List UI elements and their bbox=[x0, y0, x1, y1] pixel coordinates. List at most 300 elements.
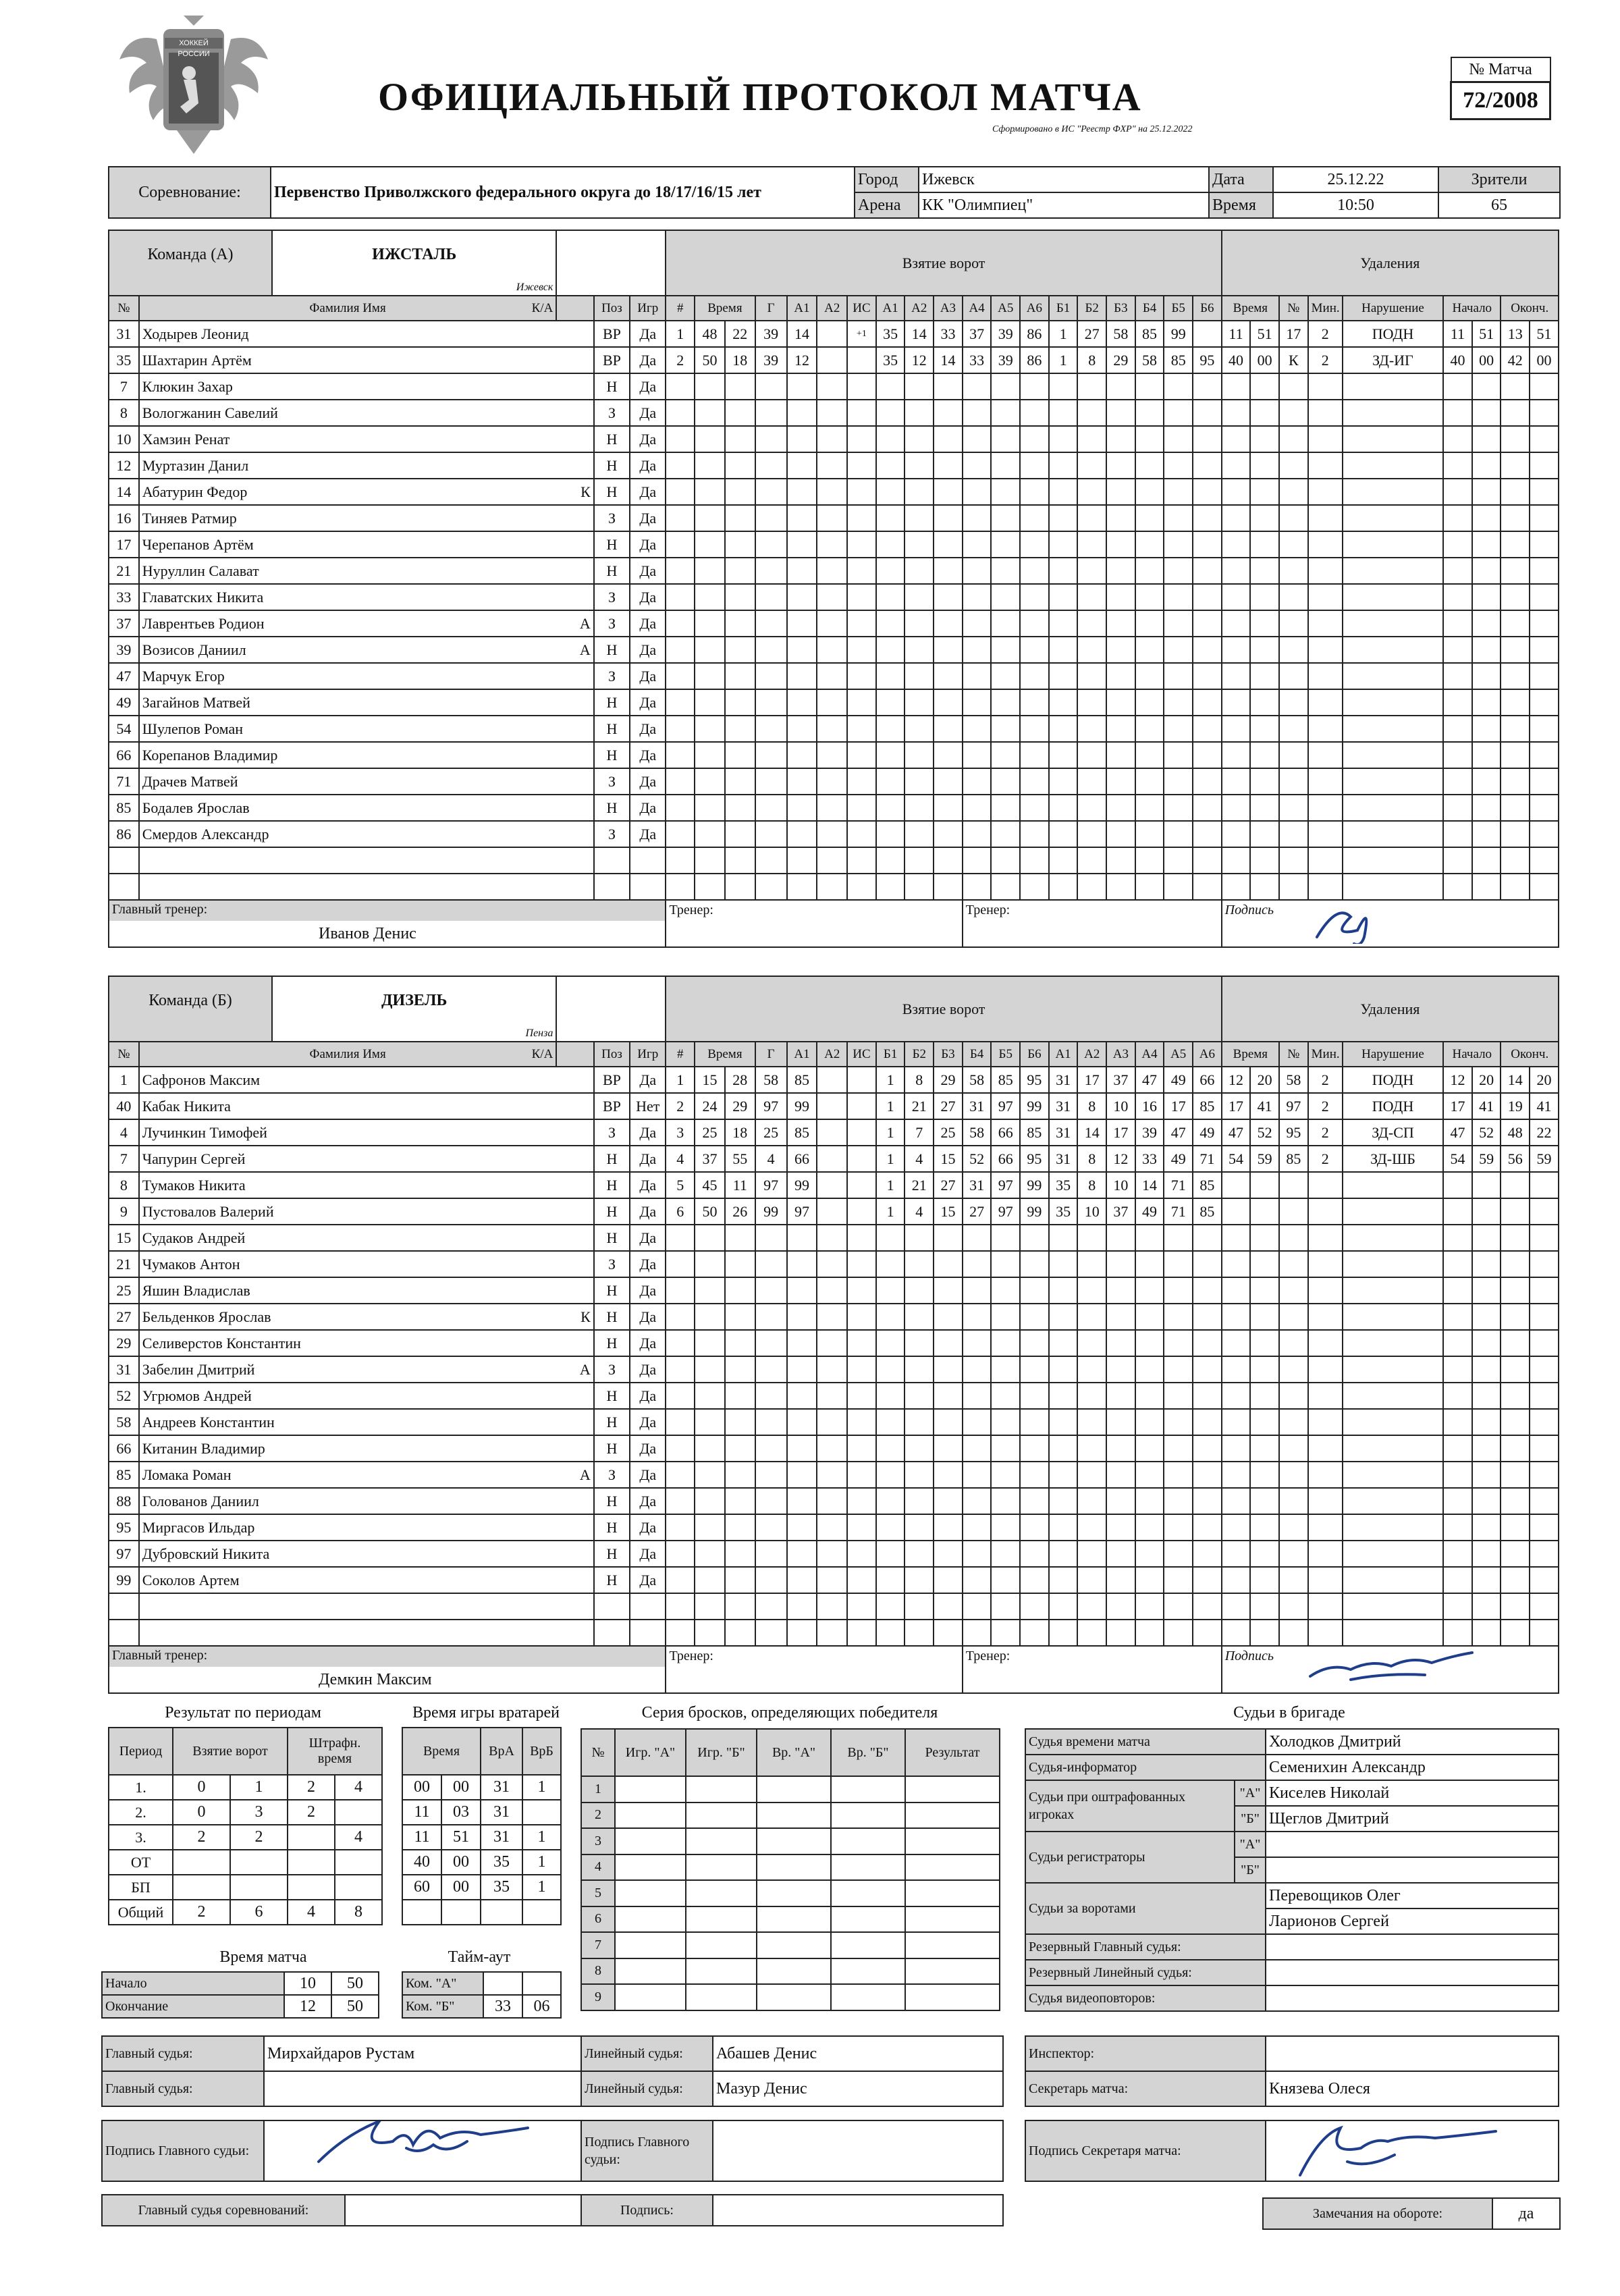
player-position: Н bbox=[594, 452, 630, 479]
team_a-pcol-min: Мин. bbox=[1308, 296, 1343, 321]
goal-on-ice bbox=[905, 1225, 934, 1251]
player-played: Да bbox=[630, 1225, 666, 1251]
goal-opp-on-ice bbox=[1049, 1541, 1078, 1567]
team_b-label: Команда (Б) bbox=[148, 992, 232, 1009]
competition-ref-row bbox=[101, 2194, 1004, 2226]
goal-on-ice bbox=[876, 795, 905, 821]
goal-second: 18 bbox=[725, 1119, 755, 1146]
goal-opp-on-ice: 71 bbox=[1164, 1198, 1193, 1225]
secretary-signature-label: Подпись Секретаря матча: bbox=[1025, 2120, 1266, 2181]
goal-second bbox=[725, 716, 755, 742]
goal-situation bbox=[847, 689, 876, 716]
goal-on-ice bbox=[1020, 1462, 1049, 1488]
penalty-foul bbox=[1343, 1488, 1443, 1514]
table-row bbox=[109, 531, 1559, 558]
penalty-end-sec: 20 bbox=[1530, 1067, 1559, 1093]
goal-on-ice bbox=[1020, 1409, 1049, 1435]
goal-opp-on-ice bbox=[1135, 1383, 1164, 1409]
shootout-col: Вр. "Б" bbox=[831, 1729, 905, 1776]
goal-opp-on-ice: 47 bbox=[1164, 1119, 1193, 1146]
goal-opp-on-ice bbox=[1164, 663, 1193, 689]
goal-number bbox=[666, 479, 695, 505]
goal-on-ice: 97 bbox=[991, 1198, 1020, 1225]
player-position: Н bbox=[594, 716, 630, 742]
goal-on-ice bbox=[963, 1488, 992, 1514]
goal-opp-on-ice bbox=[1106, 637, 1135, 663]
remarks-label: Замечания на обороте: bbox=[1263, 2198, 1492, 2229]
goal-opp-on-ice bbox=[1193, 716, 1222, 742]
goal-opp-on-ice bbox=[1106, 400, 1135, 426]
goal-minute bbox=[695, 610, 725, 637]
penalty-start-sec bbox=[1472, 637, 1501, 663]
penalty-minute bbox=[1222, 1541, 1251, 1567]
penalty-end-min bbox=[1501, 1251, 1530, 1277]
penalty-second bbox=[1250, 1356, 1279, 1383]
player-name: Голованов Даниил bbox=[139, 1488, 557, 1514]
penalty-start-min bbox=[1443, 663, 1472, 689]
penalty-foul bbox=[1343, 663, 1443, 689]
penalty-duration bbox=[1308, 689, 1343, 716]
period-goals-a: 0 bbox=[173, 1800, 230, 1825]
penalty-end-min bbox=[1501, 821, 1530, 847]
team_b-coach-label-2: Тренер: bbox=[965, 1649, 1010, 1663]
player-name: Смердов Александр bbox=[139, 821, 557, 847]
penalty-judge-a: Киселев Николай bbox=[1266, 1780, 1559, 1806]
team_b-signature-label: Подпись bbox=[1224, 1649, 1274, 1663]
goal-assist-1 bbox=[787, 1356, 817, 1383]
table-row bbox=[109, 1067, 1559, 1093]
goal-second bbox=[725, 637, 755, 663]
penalty-player bbox=[1279, 505, 1308, 531]
reserve-line-label: Резервный Линейный судья: bbox=[1025, 1960, 1266, 1985]
match-number: 72/2008 bbox=[1451, 82, 1550, 119]
shootout-row-number: 9 bbox=[581, 1984, 615, 2010]
shootout-row bbox=[581, 1880, 1000, 1906]
goal-on-ice bbox=[934, 1383, 963, 1409]
player-name: Муртазин Данил bbox=[139, 452, 557, 479]
reserve-main-name bbox=[1266, 1934, 1559, 1960]
player-number: 39 bbox=[109, 637, 139, 663]
period-name: 2. bbox=[109, 1800, 173, 1825]
goal-opp-on-ice: 58 bbox=[1135, 347, 1164, 373]
penalty-duration bbox=[1308, 1462, 1343, 1488]
penalty-second bbox=[1250, 1593, 1279, 1620]
player-number: 85 bbox=[109, 1462, 139, 1488]
player-played: Да bbox=[630, 479, 666, 505]
goalie-a: 35 bbox=[481, 1875, 522, 1900]
goal-assist-1 bbox=[787, 637, 817, 663]
penalty-start-sec bbox=[1472, 1435, 1501, 1462]
penalty-start-sec bbox=[1472, 1172, 1501, 1198]
player-played: Да bbox=[630, 663, 666, 689]
goal-on-ice bbox=[876, 505, 905, 531]
goal-on-ice bbox=[1020, 689, 1049, 716]
timeout-a-minute bbox=[483, 1972, 522, 1995]
penalty-duration bbox=[1308, 1514, 1343, 1541]
team_b-pcol-time: Время bbox=[1222, 1042, 1279, 1067]
goal-second: 28 bbox=[725, 1067, 755, 1093]
penalty-end-min bbox=[1501, 1198, 1530, 1225]
goal-opp-on-ice bbox=[1164, 1593, 1193, 1620]
goal-opp-on-ice: 35 bbox=[1049, 1198, 1078, 1225]
goal-number bbox=[666, 663, 695, 689]
goal-opp-on-ice bbox=[1164, 505, 1193, 531]
goal-opp-on-ice bbox=[1135, 1251, 1164, 1277]
goal-opp-on-ice: 99 bbox=[1164, 321, 1193, 347]
goal-opp-on-ice bbox=[1106, 426, 1135, 452]
team_a-pcol-foul: Нарушение bbox=[1343, 296, 1443, 321]
penalty-minute bbox=[1222, 821, 1251, 847]
goal-on-ice bbox=[905, 1409, 934, 1435]
penalty-start-min bbox=[1443, 400, 1472, 426]
penalty-end-sec bbox=[1530, 1514, 1559, 1541]
penalty-foul bbox=[1343, 742, 1443, 768]
player-number: 71 bbox=[109, 768, 139, 795]
goal-minute bbox=[695, 1277, 725, 1304]
penalty-player bbox=[1279, 689, 1308, 716]
team_a-oppice-col: Б4 bbox=[1135, 296, 1164, 321]
player-number: 10 bbox=[109, 426, 139, 452]
penalty-end-sec bbox=[1530, 689, 1559, 716]
goal-assist-1 bbox=[787, 1488, 817, 1514]
goal-opp-on-ice bbox=[1164, 1435, 1193, 1462]
team_a-oppice-col: Б5 bbox=[1164, 296, 1193, 321]
goal-opp-on-ice bbox=[1135, 610, 1164, 637]
penalty-duration: 2 bbox=[1308, 1067, 1343, 1093]
team_a-goals-header: Взятие ворот bbox=[666, 230, 1221, 296]
penalty-foul bbox=[1343, 479, 1443, 505]
goal-on-ice bbox=[934, 505, 963, 531]
goal-on-ice bbox=[934, 874, 963, 900]
goal-opp-on-ice bbox=[1164, 1251, 1193, 1277]
goal-on-ice bbox=[934, 1356, 963, 1383]
goal-number bbox=[666, 1620, 695, 1646]
goal-on-ice bbox=[991, 505, 1020, 531]
goalie-second: 00 bbox=[441, 1875, 481, 1900]
goal-on-ice bbox=[1020, 1435, 1049, 1462]
period-goals-b bbox=[230, 1875, 288, 1900]
main-ref-label-2: Главный судья: bbox=[102, 2071, 264, 2106]
goal-number: 1 bbox=[666, 321, 695, 347]
goal-on-ice: 86 bbox=[1020, 347, 1049, 373]
goal-assist-1: 97 bbox=[787, 1198, 817, 1225]
goal-assist-1 bbox=[787, 1330, 817, 1356]
penalty-second bbox=[1250, 1383, 1279, 1409]
match-end-minute: 50 bbox=[331, 1995, 379, 2018]
team_b-oppice-col: А2 bbox=[1077, 1042, 1106, 1067]
goal-opp-on-ice bbox=[1106, 874, 1135, 900]
player-position: Н bbox=[594, 1225, 630, 1251]
goal-minute bbox=[695, 742, 725, 768]
player-ka bbox=[556, 1251, 593, 1277]
goal-on-ice bbox=[934, 847, 963, 874]
team_a-gcol-g: Г bbox=[755, 296, 787, 321]
competition-ref-label: Главный судья соревнований: bbox=[102, 2195, 345, 2226]
shootout-row-number: 4 bbox=[581, 1854, 615, 1881]
penalty-minute bbox=[1222, 1383, 1251, 1409]
secretary-name: Князева Олеся bbox=[1266, 2071, 1559, 2106]
goal-scorer bbox=[755, 531, 787, 558]
penalty-duration bbox=[1308, 1330, 1343, 1356]
penalty-foul bbox=[1343, 1304, 1443, 1330]
goal-on-ice: 27 bbox=[963, 1198, 992, 1225]
competition-ref-sign-label: Подпись: bbox=[581, 2195, 713, 2226]
table-row bbox=[109, 847, 1559, 874]
goal-on-ice bbox=[1020, 1251, 1049, 1277]
player-ka bbox=[556, 1172, 593, 1198]
goal-assist-2 bbox=[817, 1225, 847, 1251]
penalty-minute: 11 bbox=[1222, 321, 1251, 347]
goalie-row bbox=[402, 1900, 561, 1925]
goal-opp-on-ice bbox=[1049, 847, 1078, 874]
goal-opp-on-ice bbox=[1049, 1462, 1078, 1488]
period-goals-b: 3 bbox=[230, 1800, 288, 1825]
goal-number bbox=[666, 689, 695, 716]
penalty-player bbox=[1279, 1514, 1308, 1541]
goal-opp-on-ice bbox=[1193, 768, 1222, 795]
goal-assist-2 bbox=[817, 742, 847, 768]
table-row bbox=[109, 584, 1559, 610]
goal-assist-2 bbox=[817, 584, 847, 610]
goal-opp-on-ice bbox=[1106, 1435, 1135, 1462]
info-table bbox=[108, 166, 1561, 219]
penalty-second bbox=[1250, 716, 1279, 742]
goal-number bbox=[666, 1567, 695, 1593]
team_b-penalties-header: Удаления bbox=[1222, 976, 1559, 1042]
penalty-duration bbox=[1308, 1567, 1343, 1593]
logo bbox=[116, 12, 271, 157]
player-position: Н bbox=[594, 558, 630, 584]
goal-minute bbox=[695, 1330, 725, 1356]
player-played: Да bbox=[630, 1198, 666, 1225]
goal-opp-on-ice bbox=[1164, 452, 1193, 479]
penalty-start-sec bbox=[1472, 1251, 1501, 1277]
goalie-second: 03 bbox=[441, 1800, 481, 1825]
team_b-pcol-foul: Нарушение bbox=[1343, 1042, 1443, 1067]
player-played: Да bbox=[630, 610, 666, 637]
table-row bbox=[109, 1462, 1559, 1488]
goalie-b: 1 bbox=[522, 1850, 561, 1875]
goal-number bbox=[666, 505, 695, 531]
penalty-second bbox=[1250, 505, 1279, 531]
team_b-pcol-start: Начало bbox=[1443, 1042, 1501, 1067]
goal-scorer bbox=[755, 1330, 787, 1356]
penalty-duration: 2 bbox=[1308, 347, 1343, 373]
player-number: 47 bbox=[109, 663, 139, 689]
goalies-col-b: ВрБ bbox=[522, 1728, 561, 1775]
period-row bbox=[109, 1900, 382, 1925]
goal-opp-on-ice bbox=[1106, 847, 1135, 874]
player-name: Дубровский Никита bbox=[139, 1541, 557, 1567]
player-number: 21 bbox=[109, 558, 139, 584]
goal-opp-on-ice bbox=[1049, 1593, 1078, 1620]
penalty-start-sec bbox=[1472, 1304, 1501, 1330]
penalty-minute bbox=[1222, 1462, 1251, 1488]
penalty-end-sec bbox=[1530, 400, 1559, 426]
goal-on-ice bbox=[991, 716, 1020, 742]
goal-opp-on-ice bbox=[1077, 1514, 1106, 1541]
penalty-second: 51 bbox=[1250, 321, 1279, 347]
team_a-col-name-label: Фамилия Имя bbox=[309, 300, 386, 315]
goal-on-ice bbox=[991, 1409, 1020, 1435]
goal-opp-on-ice: 37 bbox=[1106, 1067, 1135, 1093]
team_b-gcol-n: # bbox=[666, 1042, 695, 1067]
goal-opp-on-ice bbox=[1193, 1330, 1222, 1356]
penalty-end-min bbox=[1501, 558, 1530, 584]
goal-on-ice: 4 bbox=[905, 1198, 934, 1225]
goal-situation bbox=[847, 742, 876, 768]
team_a-gcol-n: # bbox=[666, 296, 695, 321]
timeout-b-label: Ком. "Б" bbox=[402, 1995, 483, 2018]
goal-on-ice bbox=[934, 637, 963, 663]
goal-on-ice: 58 bbox=[963, 1119, 992, 1146]
player-name: Миргасов Ильдар bbox=[139, 1514, 557, 1541]
penalty-end-sec bbox=[1530, 426, 1559, 452]
city-label: Город bbox=[855, 167, 919, 192]
goal-opp-on-ice bbox=[1135, 531, 1164, 558]
penalty-duration bbox=[1308, 479, 1343, 505]
shootout-row bbox=[581, 1803, 1000, 1829]
player-played: Да bbox=[630, 558, 666, 584]
goal-on-ice bbox=[963, 1277, 992, 1304]
goal-on-ice bbox=[963, 505, 992, 531]
goal-on-ice bbox=[876, 1488, 905, 1514]
table-row bbox=[109, 795, 1559, 821]
goal-assist-1 bbox=[787, 1304, 817, 1330]
goal-opp-on-ice bbox=[1077, 1462, 1106, 1488]
goal-on-ice: 31 bbox=[963, 1093, 992, 1119]
goal-number bbox=[666, 531, 695, 558]
penalty-end-sec: 59 bbox=[1530, 1146, 1559, 1172]
penalty-start-sec bbox=[1472, 531, 1501, 558]
goal-on-ice bbox=[1020, 1567, 1049, 1593]
goal-on-ice bbox=[905, 400, 934, 426]
goal-on-ice bbox=[934, 663, 963, 689]
goalies-col-a: ВрА bbox=[481, 1728, 522, 1775]
goal-situation bbox=[847, 637, 876, 663]
goal-opp-on-ice bbox=[1049, 874, 1078, 900]
penalty-end-sec bbox=[1530, 716, 1559, 742]
goal-minute bbox=[695, 1462, 725, 1488]
penalty-start-sec bbox=[1472, 689, 1501, 716]
goalie-minute bbox=[402, 1900, 441, 1925]
goal-assist-2 bbox=[817, 1462, 847, 1488]
penalty-player bbox=[1279, 1251, 1308, 1277]
penalty-second bbox=[1250, 1567, 1279, 1593]
goal-opp-on-ice bbox=[1164, 373, 1193, 400]
penalty-start-min bbox=[1443, 1593, 1472, 1620]
goal-assist-2 bbox=[817, 795, 847, 821]
player-ka bbox=[556, 1225, 593, 1251]
player-played: Да bbox=[630, 584, 666, 610]
goal-on-ice: 52 bbox=[963, 1146, 992, 1172]
penalty-start-sec bbox=[1472, 1620, 1501, 1646]
player-name: Вологжанин Савелий bbox=[139, 400, 557, 426]
goal-assist-2 bbox=[817, 874, 847, 900]
penalty-start-min bbox=[1443, 1198, 1472, 1225]
penalty-end-sec bbox=[1530, 1277, 1559, 1304]
team_b-table bbox=[108, 976, 1559, 1694]
generated-note: Сформировано в ИС "Реестр ФХР" на 25.12.2022 bbox=[992, 124, 1193, 134]
penalty-minute bbox=[1222, 1198, 1251, 1225]
goalie-a bbox=[481, 1900, 522, 1925]
penalty-player bbox=[1279, 716, 1308, 742]
goal-second bbox=[725, 874, 755, 900]
goal-opp-on-ice bbox=[1077, 400, 1106, 426]
goal-on-ice bbox=[963, 847, 992, 874]
goal-on-ice bbox=[991, 452, 1020, 479]
goal-situation bbox=[847, 1593, 876, 1620]
team_a-pcol-time: Время bbox=[1222, 296, 1279, 321]
penalty-duration bbox=[1308, 742, 1343, 768]
team_b-col-no: № bbox=[109, 1042, 139, 1067]
goalie-row bbox=[402, 1825, 561, 1850]
player-number: 17 bbox=[109, 531, 139, 558]
goalie-second bbox=[441, 1900, 481, 1925]
goal-number bbox=[666, 768, 695, 795]
goal-on-ice bbox=[934, 1541, 963, 1567]
player-name: Угрюмов Андрей bbox=[139, 1383, 557, 1409]
goal-on-ice bbox=[876, 1593, 905, 1620]
goal-minute bbox=[695, 505, 725, 531]
goal-situation bbox=[847, 1067, 876, 1093]
penalty-judge-a-tag: "А" bbox=[1235, 1780, 1266, 1806]
penalty-start-sec bbox=[1472, 558, 1501, 584]
goalie-a: 31 bbox=[481, 1775, 522, 1800]
goal-on-ice bbox=[963, 689, 992, 716]
goal-opp-on-ice bbox=[1106, 768, 1135, 795]
goal-on-ice bbox=[963, 663, 992, 689]
player-position: Н bbox=[594, 689, 630, 716]
match-number-label: № Матча bbox=[1451, 57, 1550, 82]
goal-opp-on-ice bbox=[1135, 1330, 1164, 1356]
goal-minute: 37 bbox=[695, 1146, 725, 1172]
goal-assist-1 bbox=[787, 426, 817, 452]
penalty-minute: 12 bbox=[1222, 1067, 1251, 1093]
goal-scorer bbox=[755, 426, 787, 452]
goal-opp-on-ice bbox=[1135, 1409, 1164, 1435]
goal-on-ice: 25 bbox=[934, 1119, 963, 1146]
goal-on-ice bbox=[876, 874, 905, 900]
team_a-pcol-end: Оконч. bbox=[1501, 296, 1559, 321]
goal-opp-on-ice bbox=[1106, 373, 1135, 400]
goal-number bbox=[666, 1277, 695, 1304]
goal-opp-on-ice bbox=[1193, 637, 1222, 663]
goal-opp-on-ice bbox=[1077, 610, 1106, 637]
penalty-second bbox=[1250, 847, 1279, 874]
goal-opp-on-ice bbox=[1106, 558, 1135, 584]
goal-situation bbox=[847, 1488, 876, 1514]
goal-scorer bbox=[755, 821, 787, 847]
goalie-row bbox=[402, 1775, 561, 1800]
penalty-start-min bbox=[1443, 1620, 1472, 1646]
goal-opp-on-ice bbox=[1049, 1277, 1078, 1304]
penalty-player bbox=[1279, 1488, 1308, 1514]
penalty-minute bbox=[1222, 1567, 1251, 1593]
goal-assist-1: 99 bbox=[787, 1093, 817, 1119]
table-row bbox=[109, 1541, 1559, 1567]
goal-opp-on-ice bbox=[1106, 716, 1135, 742]
player-position: Н bbox=[594, 426, 630, 452]
period-goals-b: 2 bbox=[230, 1825, 288, 1850]
player-number: 85 bbox=[109, 795, 139, 821]
goal-on-ice bbox=[991, 1462, 1020, 1488]
shootout-col: № bbox=[581, 1729, 615, 1776]
goal-opp-on-ice bbox=[1106, 821, 1135, 847]
penalty-end-min bbox=[1501, 1488, 1530, 1514]
goal-assist-1 bbox=[787, 373, 817, 400]
main-ref-signature-2 bbox=[713, 2120, 1003, 2181]
